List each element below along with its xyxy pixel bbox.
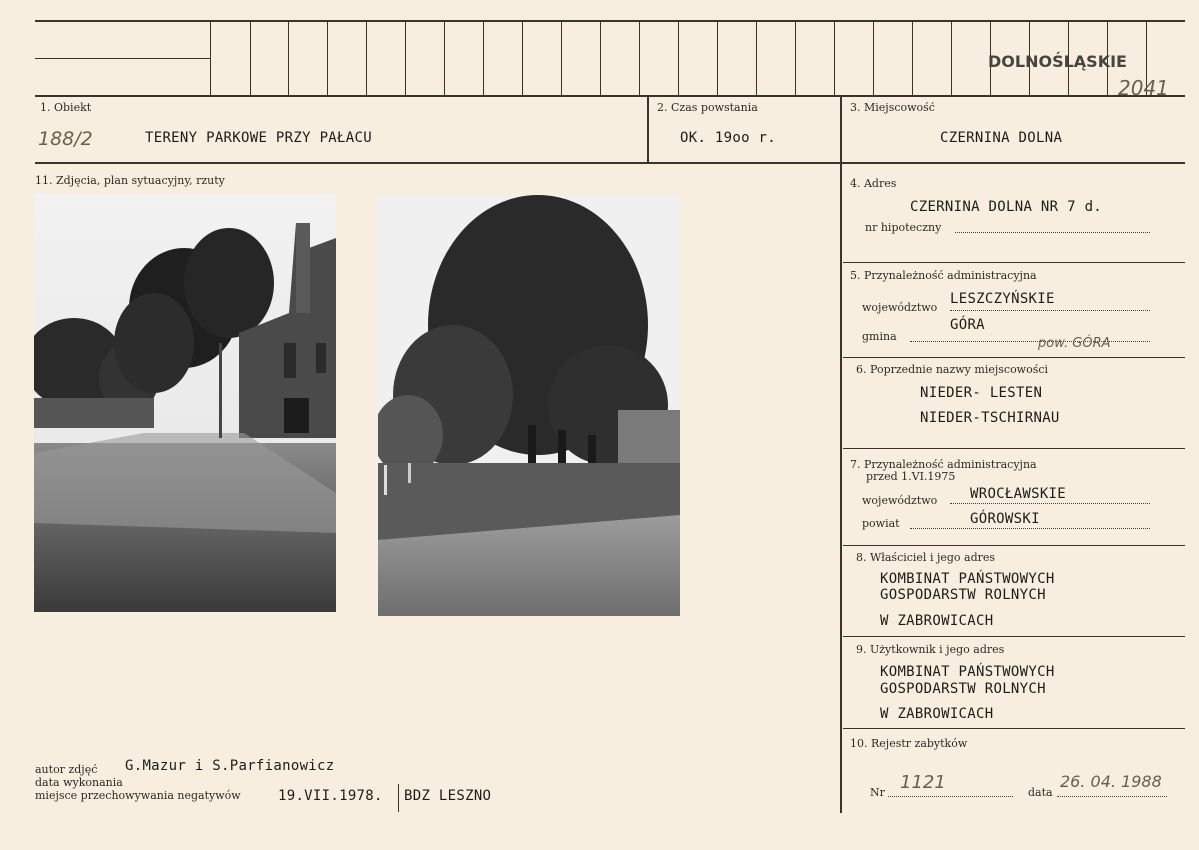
former-names-label: 6. Poprzednie nazwy miejscowości <box>856 363 1049 376</box>
admin-before-voivodeship-dotted <box>950 503 1150 504</box>
header-grid-line <box>600 20 601 95</box>
header-grid-line <box>951 20 952 95</box>
divider-object-time <box>647 95 649 162</box>
admin-before-bottom-border <box>843 545 1185 546</box>
owner-line-3: W ZABROWICACH <box>880 613 994 629</box>
header-grid-line <box>522 20 523 95</box>
owner-line-1: KOMBINAT PAŃSTWOWYCH <box>880 571 1055 587</box>
negatives-storage-label: miejsce przechowywania negatywów <box>35 789 241 802</box>
mortgage-dotted-line <box>955 232 1150 233</box>
header-grid-line <box>756 20 757 95</box>
admin-before-county-dotted <box>910 528 1150 529</box>
date-taken-value: 19.VII.1978. <box>278 788 383 804</box>
registry-date-dotted <box>1057 796 1167 797</box>
header-grid-line <box>834 20 835 95</box>
header-left-line <box>35 58 210 59</box>
admin-label: 5. Przynależność administracyjna <box>850 269 1037 282</box>
locality-value: CZERNINA DOLNA <box>940 130 1063 146</box>
admin-voivodeship-label: województwo <box>862 301 938 314</box>
address-label: 4. Adres <box>850 177 897 190</box>
admin-commune-dotted <box>910 341 1150 342</box>
header-grid-line <box>483 20 484 95</box>
object-value: TERENY PARKOWE PRZY PAŁACU <box>145 130 372 146</box>
header-grid-line <box>250 20 251 95</box>
locality-label: 3. Miejscowość <box>850 101 935 114</box>
admin-before-county-value: GÓROWSKI <box>970 511 1040 527</box>
top-border <box>35 20 1185 22</box>
former-name-2: NIEDER-TSCHIRNAU <box>920 410 1060 426</box>
author-value: G.Mazur i S.Parfianowicz <box>125 758 335 774</box>
header-grid-line <box>678 20 679 95</box>
owner-bottom-border <box>843 636 1185 637</box>
header-grid-line <box>639 20 640 95</box>
admin-before-voivodeship-value: WROCŁAWSKIE <box>970 486 1067 502</box>
right-column-divider <box>840 95 842 813</box>
admin-commune-value: GÓRA <box>950 317 985 333</box>
user-bottom-border <box>843 728 1185 729</box>
header-bottom-border <box>35 95 1185 97</box>
footer-separator <box>398 784 399 812</box>
header-grid-line <box>795 20 796 95</box>
former-names-bottom-border <box>843 448 1185 449</box>
region-name: DOLNOŚLĄSKIE <box>988 52 1127 71</box>
author-label: autor zdjęć <box>35 763 98 776</box>
admin-before-label: 7. Przynależność administracyjna <box>850 458 1037 471</box>
admin-voivodeship-value: LESZCZYŃSKIE <box>950 291 1055 307</box>
header-grid-line <box>561 20 562 95</box>
admin-before-county-label: powiat <box>862 517 900 530</box>
header-grid-line <box>444 20 445 95</box>
date-taken-label: data wykonania <box>35 776 123 789</box>
header-grid-line <box>717 20 718 95</box>
creation-time-value: OK. 19oo r. <box>680 130 777 146</box>
header-grid-line <box>366 20 367 95</box>
card-number: 2041 <box>1118 76 1169 100</box>
registry-label: 10. Rejestr zabytków <box>850 737 968 750</box>
user-line-1: KOMBINAT PAŃSTWOWYCH <box>880 664 1055 680</box>
admin-handwritten-note: pow. GÓRA <box>1038 336 1111 351</box>
user-line-2: GOSPODARSTW ROLNYCH <box>880 681 1046 697</box>
mortgage-label: nr hipoteczny <box>865 221 942 234</box>
photos-label: 11. Zdjęcia, plan sytuacyjny, rzuty <box>35 174 225 187</box>
header-grid-line <box>912 20 913 95</box>
user-label: 9. Użytkownik i jego adres <box>856 643 1005 656</box>
header-grid-line <box>210 20 211 95</box>
former-name-1: NIEDER- LESTEN <box>920 385 1043 401</box>
address-value: CZERNINA DOLNA NR 7 d. <box>910 199 1103 215</box>
header-grid-line <box>288 20 289 95</box>
admin-voivodeship-dotted <box>950 310 1150 311</box>
owner-label: 8. Właściciel i jego adres <box>856 551 996 564</box>
negatives-storage-value: BDZ LESZNO <box>404 788 492 804</box>
photo-park-trees <box>378 195 680 616</box>
user-line-3: W ZABROWICACH <box>880 706 994 722</box>
admin-bottom-border <box>843 357 1185 358</box>
object-number: 188/2 <box>38 128 93 150</box>
header-grid-line <box>327 20 328 95</box>
admin-before-voivodeship-label: województwo <box>862 494 938 507</box>
registry-nr-label: Nr <box>870 786 885 799</box>
owner-line-2: GOSPODARSTW ROLNYCH <box>880 587 1046 603</box>
registry-nr-dotted <box>888 796 1013 797</box>
creation-time-label: 2. Czas powstania <box>657 101 758 114</box>
admin-commune-label: gmina <box>862 330 897 343</box>
row1-bottom-border <box>35 162 1185 164</box>
admin-before-date: przed 1.VI.1975 <box>866 470 956 483</box>
registry-nr-value: 1121 <box>900 772 946 793</box>
address-bottom-border <box>843 262 1185 263</box>
header-grid-line <box>873 20 874 95</box>
photo-palace-road <box>34 193 336 612</box>
registry-date-value: 26. 04. 1988 <box>1060 772 1162 791</box>
object-label: 1. Obiekt <box>40 101 92 114</box>
registry-date-label: data <box>1028 786 1053 799</box>
header-grid-line <box>405 20 406 95</box>
